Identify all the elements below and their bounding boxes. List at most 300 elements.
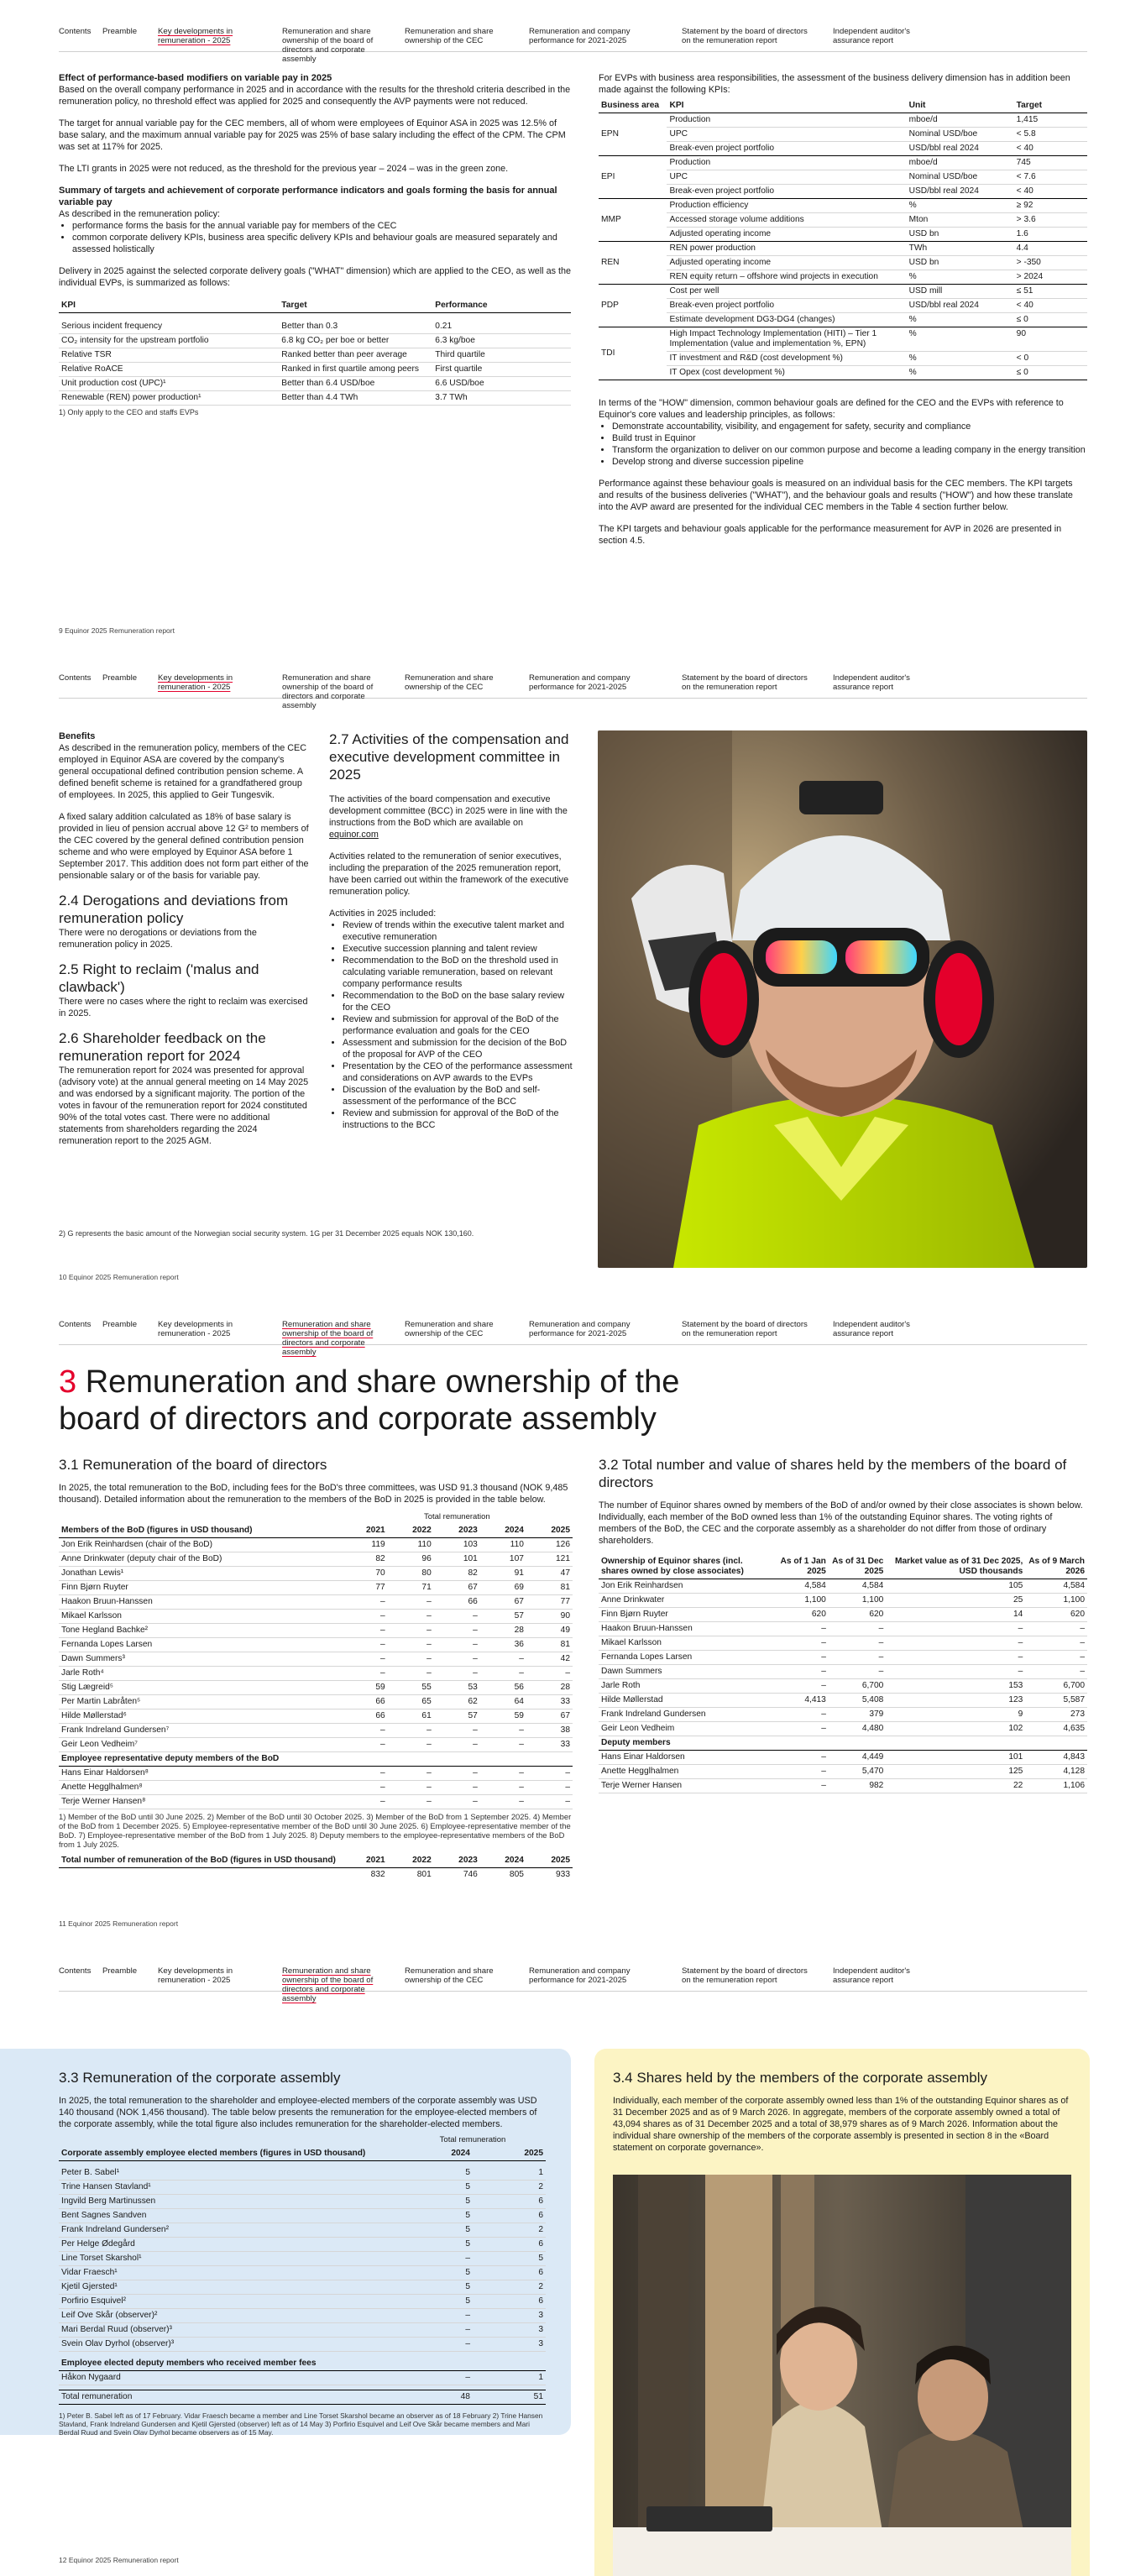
cell-value: 110 (480, 1538, 526, 1552)
cell-value: 38 (526, 1724, 573, 1738)
list-item: • Assessment and submission for the decision of the BoD of the proposal for AVP of the CEO (343, 1037, 573, 1060)
table-row (59, 1667, 573, 1681)
table-row (59, 1581, 573, 1595)
bod-footnote: 1) Member of the BoD until 30 June 2025. 2) Member of the BoD until 30 October 2025. 3) Member of the BoD from 1 September 2025. 4) Member of the BoD from 1 December 2025. 5) Employee-representative member of the BoD until 30 June 2025. 6) Employee-representative member of the BoD. 7) Employee-representative member of the BoD from 1 July 2025. 8) Deputy members to the employee-representative members of the BoD from 1 July 2025. (59, 1812, 572, 1849)
cell-value: 6,700 (1025, 1679, 1087, 1694)
nav-remuneration-cec[interactable]: Remuneration and share ownership of the CEC (405, 1320, 494, 1338)
cell-value: – (480, 1652, 526, 1667)
cell-value: 5 (400, 2294, 473, 2308)
table-row (599, 1636, 1087, 1651)
cell-value: – (526, 1667, 573, 1681)
chapter-number: 3 (59, 1364, 77, 1400)
table-row (599, 113, 1087, 128)
total-value: 746 (463, 1870, 478, 1879)
row-label: Leif Ove Skår (observer)² (59, 2308, 400, 2322)
cell-value: < 40 (1014, 185, 1087, 199)
cell-value: 82 (342, 1552, 388, 1567)
ba-kpi-header: KPI (667, 99, 906, 113)
cell-value: 5 (400, 2180, 473, 2194)
cell-value: USD bn (907, 228, 1014, 242)
nav-remuneration-bod[interactable]: Remuneration and share ownership of the board of directors and corporate assembly (282, 1966, 374, 2003)
row-label: Tone Hegland Bachke² (59, 1624, 342, 1638)
page-10 (0, 647, 1146, 1293)
cell-value: USD bn (907, 256, 1014, 270)
total-remuneration-label: Total remuneration (439, 2135, 506, 2144)
nav-preamble[interactable]: Preamble (102, 1320, 138, 1329)
left-column (59, 72, 571, 417)
corporate-assembly-table (59, 2134, 546, 2405)
table-row (59, 2208, 546, 2223)
cell-value: – (1025, 1651, 1087, 1665)
row-label: Hans Einar Haldorsen (599, 1751, 775, 1765)
cell-value: > -350 (1014, 256, 1087, 270)
para-3-1: In 2025, the total remuneration to the BoD, including fees for the BoD's three committees, was USD 91.3 thousand (NOK 9,485 thousand). Detailed information about the remuneration to the members of the BoD in 2025 is provided in the table below. (59, 1483, 568, 1505)
cell-value: – (400, 2251, 473, 2265)
cell-value: 1,100 (1025, 1594, 1087, 1608)
cell-value: 6 (473, 2237, 546, 2251)
cell-value: 4,584 (775, 1579, 829, 1594)
page-footer: 10 Equinor 2025 Remuneration report (59, 1273, 179, 1281)
row-label: Trine Hansen Stavland¹ (59, 2180, 400, 2194)
heading-3-1: 3.1 Remuneration of the board of directors (59, 1457, 327, 1473)
cell-value: 1,415 (1014, 113, 1087, 128)
row-label: Mikael Karlsson (599, 1636, 775, 1651)
cell-value: – (886, 1651, 1025, 1665)
cell-value: – (342, 1667, 388, 1681)
table-row (599, 199, 1087, 213)
row-label: Svein Olav Dyrhol (observer)³ (59, 2337, 400, 2351)
cell-value: 6.3 kg/boe (432, 333, 571, 348)
cell-value: 2 (473, 2280, 546, 2294)
cell-value: – (1025, 1665, 1087, 1679)
cell-value: 4.4 (1014, 242, 1087, 256)
business-area-label: EPN (599, 113, 667, 156)
business-area-label: PDP (599, 285, 667, 327)
para-2-7b: Activities related to the remuneration of senior executives, including the preparation of the 2025 remuneration report, have been carried out within the framework of the executive remuneration policy. (329, 851, 569, 897)
table-row (599, 185, 1087, 199)
table-row (599, 327, 1087, 352)
row-label: Jarle Roth⁴ (59, 1667, 342, 1681)
cell-value: Nominal USD/boe (907, 128, 1014, 142)
cell-value: – (342, 1638, 388, 1652)
bod-total-table (59, 1854, 573, 1882)
table-row (59, 348, 571, 362)
table-row (599, 1651, 1087, 1665)
kpi-label: UPC (667, 128, 906, 142)
total-remuneration-label: Total remuneration (423, 1512, 490, 1521)
cell-value: % (907, 270, 1014, 285)
para-3-2: The number of Equinor shares owned by members of the BoD of and/or owned by their close associates is shown below. Individually, each member of the BoD owned less than 1% of the outstanding Equinor shares. The voting rights of members of the BoD, the CEC and the corporate assembly as a shareholder do not differ from those of ordinary shareholders. (599, 1500, 1083, 1546)
deputy-members-header: Employee elected deputy members who received member fees (59, 2351, 546, 2370)
cell-value: 101 (434, 1552, 480, 1567)
cell-value: 4,584 (829, 1579, 886, 1594)
table-row (59, 1781, 573, 1795)
row-label: Jon Erik Reinhardsen (chair of the BoD) (59, 1538, 342, 1552)
how-bullets (599, 421, 1087, 468)
cell-value: – (388, 1767, 434, 1781)
cell-value: – (388, 1738, 434, 1752)
nav-remuneration-bod[interactable]: Remuneration and share ownership of the board of directors and corporate assembly (282, 27, 374, 64)
list-item: • Recommendation to the BoD on the threshold used in calculating variable remuneration, based on relevant company performance results (343, 955, 573, 990)
kpi-table (59, 299, 571, 406)
cell-value: 57 (434, 1709, 480, 1724)
table-row (599, 366, 1087, 380)
cell-value: – (775, 1779, 829, 1793)
table-row (59, 1681, 573, 1695)
row-label: Haakon Bruun-Hanssen (599, 1622, 775, 1636)
nav-contents[interactable]: Contents (59, 1320, 92, 1329)
nav-board-statement[interactable]: Statement by the board of directors on the remuneration report (682, 1320, 808, 1338)
left-column (59, 1456, 573, 1882)
cell-value: 5 (400, 2265, 473, 2280)
kpi-label: Break-even project portfolio (667, 299, 906, 313)
table-row (599, 1765, 1087, 1779)
cell-value: 33 (526, 1695, 573, 1709)
cell-value: 33 (526, 1738, 573, 1752)
table-row (59, 2237, 546, 2251)
cell-value: 66 (434, 1595, 480, 1610)
total-value: 832 (370, 1870, 385, 1879)
cell-value: 103 (434, 1538, 480, 1552)
nav-auditor-report[interactable]: Independent auditor's assurance report (833, 1966, 910, 1985)
heading-summary: Summary of targets and achievement of corporate performance indicators and goals forming the basis for annual variable pay (59, 186, 557, 207)
middle-column (329, 730, 573, 1131)
footnote-g: 2) G represents the basic amount of the Norwegian social security system. 1G per 31 December 2025 equals NOK 130,160. (59, 1229, 474, 1238)
table-row (59, 2322, 546, 2337)
cell-value: 125 (886, 1765, 1025, 1779)
cell-value: 379 (829, 1708, 886, 1722)
cell-value: 55 (388, 1681, 434, 1695)
para-2-4: There were no derogations or deviations from the remuneration policy in 2025. (59, 928, 257, 950)
cell-value: 61 (388, 1709, 434, 1724)
table-row (599, 228, 1087, 242)
heading-2-7: 2.7 Activities of the compensation and executive development committee in 2025 (329, 731, 569, 783)
cell-value: 59 (480, 1709, 526, 1724)
cell-value: – (400, 2322, 473, 2337)
cell-value: 66 (342, 1695, 388, 1709)
activities-list (329, 919, 573, 1131)
cell-value: 2 (473, 2223, 546, 2237)
target-header: Target (279, 299, 432, 313)
cell-value: – (775, 1622, 829, 1636)
cell-value: 4,413 (775, 1694, 829, 1708)
nav-auditor-report[interactable]: Independent auditor's assurance report (833, 673, 910, 692)
row-label: Anne Drinkwater (599, 1594, 775, 1608)
kpi-label: UPC (667, 170, 906, 185)
nav-remuneration-bod[interactable]: Remuneration and share ownership of the board of directors and corporate assembly (282, 673, 374, 710)
row-label: Mikael Karlsson (59, 1610, 342, 1624)
performance-header: Performance (432, 299, 571, 313)
cell-value: 6.6 USD/boe (432, 376, 571, 390)
cell-value: ≤ 0 (1014, 313, 1087, 327)
table-row (59, 2337, 546, 2351)
nav-remuneration-cec[interactable]: Remuneration and share ownership of the CEC (405, 673, 494, 692)
right-column (599, 72, 1087, 547)
cell-value: 119 (342, 1538, 388, 1552)
cell-value: 110 (388, 1538, 434, 1552)
kpi-label: Cost per well (667, 285, 906, 299)
table-row (59, 2294, 546, 2308)
cell-value: 105 (886, 1579, 1025, 1594)
table-row (599, 256, 1087, 270)
shares-panel (594, 2049, 1090, 2576)
march-header: As of 9 March 2026 (1025, 1555, 1087, 1579)
cell-value: Ranked in first quartile among peers (279, 362, 432, 376)
cell-value: 1 (473, 2370, 546, 2385)
cell-value: 57 (480, 1610, 526, 1624)
cell-value: – (342, 1738, 388, 1752)
row-label: Dawn Summers³ (59, 1652, 342, 1667)
cell-value: mboe/d (907, 113, 1014, 128)
table-row (599, 242, 1087, 256)
row-label: Hilde Møllerstad (599, 1694, 775, 1708)
cell-value: > 3.6 (1014, 213, 1087, 228)
cell-value: ≤ 0 (1014, 366, 1087, 380)
total-value: 51 (473, 2390, 546, 2404)
ca-members-header: Corporate assembly employee elected members (figures in USD thousand) (59, 2147, 400, 2161)
nav-remuneration-cec[interactable]: Remuneration and share ownership of the CEC (405, 1966, 494, 1985)
heading-3-3: 3.3 Remuneration of the corporate assembly (59, 2070, 341, 2086)
cell-value: 5 (473, 2251, 546, 2265)
cell-value: – (388, 1795, 434, 1809)
heading-benefits: Benefits (59, 731, 96, 741)
kpi-label: Break-even project portfolio (667, 142, 906, 156)
table-row (599, 1722, 1087, 1736)
row-label: Geir Leon Vedheim⁷ (59, 1738, 342, 1752)
table-row (59, 1567, 573, 1581)
list-item: • Develop strong and diverse succession pipeline (612, 456, 1087, 468)
cell-value: 101 (886, 1751, 1025, 1765)
cell-value: – (388, 1724, 434, 1738)
cell-value: – (400, 2337, 473, 2351)
nav-contents[interactable]: Contents (59, 27, 92, 36)
cell-value: ≥ 92 (1014, 199, 1087, 213)
cell-value: – (775, 1651, 829, 1665)
row-label: Jarle Roth (599, 1679, 775, 1694)
nav-company-performance[interactable]: Remuneration and company performance for 2021-2025 (529, 1320, 631, 1338)
cell-value: 28 (480, 1624, 526, 1638)
kpi-label: Production efficiency (667, 199, 906, 213)
page-footer: 11 Equinor 2025 Remuneration report (59, 1919, 179, 1928)
nav-company-performance[interactable]: Remuneration and company performance for 2021-2025 (529, 1966, 631, 1985)
cell-value: TWh (907, 242, 1014, 256)
row-label: Finn Bjørn Ruyter (599, 1608, 775, 1622)
table-row (599, 1694, 1087, 1708)
dec-header: As of 31 Dec 2025 (829, 1555, 886, 1579)
cell-value: 5 (400, 2166, 473, 2181)
para-3-3: In 2025, the total remuneration to the shareholder and employee-elected members of the corporate assembly was USD 140 thousand (NOK 1,456 thousand). The table below presents the remuneration for the employee-elected members of the corporate assembly, while the total figure also includes remuneration for the shareholder-elected members. (59, 2096, 537, 2129)
table-row (59, 333, 571, 348)
heading-2-4: 2.4 Derogations and deviations from remuneration policy (59, 893, 289, 926)
cell-value: – (342, 1624, 388, 1638)
year-header: 2025 (473, 2147, 546, 2161)
row-label: CO₂ intensity for the upstream portfolio (59, 333, 279, 348)
table-row (59, 2251, 546, 2265)
nav-key-developments[interactable]: Key developments in remuneration - 2025 (158, 1966, 233, 1985)
nav-key-developments[interactable]: Key developments in remuneration - 2025 (158, 1320, 233, 1338)
cell-value: 25 (886, 1594, 1025, 1608)
nav-remuneration-bod[interactable]: Remuneration and share ownership of the board of directors and corporate assembly (282, 1320, 374, 1357)
worker-photo (598, 730, 1087, 1268)
cell-value: – (434, 1652, 480, 1667)
row-label: Line Torset Skarshol¹ (59, 2251, 400, 2265)
cell-value: 14 (886, 1608, 1025, 1622)
cell-value: 62 (434, 1695, 480, 1709)
list-item: • Demonstrate accountability, visibility, and engagement for safety, security and compliance (612, 421, 1087, 432)
row-label: Relative RoACE (59, 362, 279, 376)
table-row (599, 213, 1087, 228)
cell-value: % (907, 313, 1014, 327)
nav-contents[interactable]: Contents (59, 1966, 92, 1976)
cell-value: – (434, 1767, 480, 1781)
nav-board-statement[interactable]: Statement by the board of directors on the remuneration report (682, 673, 808, 692)
cell-value: % (907, 366, 1014, 380)
cell-value: – (388, 1595, 434, 1610)
table-row (599, 170, 1087, 185)
business-area-label: MMP (599, 199, 667, 242)
nav-preamble[interactable]: Preamble (102, 1966, 138, 1976)
cell-value: 121 (526, 1552, 573, 1567)
cell-value: – (388, 1667, 434, 1681)
cell-value: 47 (526, 1567, 573, 1581)
row-label: Serious incident frequency (59, 320, 279, 334)
cell-value: – (775, 1679, 829, 1694)
cell-value: – (434, 1667, 480, 1681)
nav-company-performance[interactable]: Remuneration and company performance for 2021-2025 (529, 673, 631, 692)
nav-contents[interactable]: Contents (59, 673, 92, 683)
cell-value: < 5.8 (1014, 128, 1087, 142)
cell-value: – (434, 1638, 480, 1652)
list-item: • Review of trends within the executive talent market and executive remuneration (343, 919, 573, 943)
table-row (599, 1708, 1087, 1722)
page-footer: 12 Equinor 2025 Remuneration report (59, 2556, 179, 2564)
table-row (59, 2265, 546, 2280)
cell-value: 102 (886, 1722, 1025, 1736)
cell-value: 28 (526, 1681, 573, 1695)
nav-company-performance[interactable]: Remuneration and company performance for 2021-2025 (529, 27, 631, 45)
equinor-link[interactable]: equinor.com (329, 830, 379, 840)
cell-value: – (342, 1795, 388, 1809)
cell-value: < 40 (1014, 142, 1087, 156)
table-row (599, 1579, 1087, 1594)
row-label: Terje Werner Hansen (599, 1779, 775, 1793)
row-label: Fernanda Lopes Larsen (599, 1651, 775, 1665)
cell-value: 123 (886, 1694, 1025, 1708)
nav-auditor-report[interactable]: Independent auditor's assurance report (833, 27, 910, 45)
para-kpi-2026: The KPI targets and behaviour goals applicable for the performance measurement for AVP in 2026 are presented in section 4.5. (599, 524, 1062, 546)
cell-value: USD mill (907, 285, 1014, 299)
cell-value: 6,700 (829, 1679, 886, 1694)
cell-value: 67 (480, 1595, 526, 1610)
business-area-label: EPI (599, 156, 667, 199)
cell-value: – (342, 1767, 388, 1781)
cell-value: 42 (526, 1652, 573, 1667)
cell-value: > 2024 (1014, 270, 1087, 285)
cell-value: – (434, 1610, 480, 1624)
cell-value: 5 (400, 2208, 473, 2223)
cell-value: 6 (473, 2194, 546, 2208)
cell-value: – (775, 1751, 829, 1765)
year-header: 2022 (388, 1524, 434, 1538)
list-item: • Presentation by the CEO of the performance assessment and considerations on AVP awards to the EVPs (343, 1060, 573, 1084)
row-label: Unit production cost (UPC)¹ (59, 376, 279, 390)
kpi-label: IT investment and R&D (cost development %) (667, 352, 906, 366)
nav-board-statement[interactable]: Statement by the board of directors on the remuneration report (682, 1966, 808, 1985)
cell-value: 5 (400, 2194, 473, 2208)
cell-value: – (342, 1595, 388, 1610)
list-item: • performance forms the basis for the annual variable pay for members of the CEC (72, 220, 571, 232)
nav-board-statement[interactable]: Statement by the board of directors on the remuneration report (682, 27, 808, 45)
table-row (59, 1767, 573, 1781)
para-described: As described in the remuneration policy: (59, 209, 221, 219)
cell-value: 82 (434, 1567, 480, 1581)
table-row (59, 1610, 573, 1624)
cell-value: 5 (400, 2223, 473, 2237)
table-row (599, 1594, 1087, 1608)
meeting-photo (613, 2175, 1071, 2576)
kpi-footnote: 1) Only apply to the CEO and staffs EVPs (59, 407, 199, 416)
kpi-header: KPI (59, 299, 279, 313)
page-footer: 9 Equinor 2025 Remuneration report (59, 626, 175, 635)
cell-value: 2 (473, 2180, 546, 2194)
cell-value: – (400, 2370, 473, 2385)
table-row (599, 1665, 1087, 1679)
cell-value: 65 (388, 1695, 434, 1709)
row-label: Finn Bjørn Ruyter (59, 1581, 342, 1595)
nav-key-developments[interactable]: Key developments in remuneration - 2025 (158, 673, 233, 692)
ba-target-header: Target (1014, 99, 1087, 113)
cell-value: – (480, 1781, 526, 1795)
cell-value: 81 (526, 1581, 573, 1595)
cell-value: – (400, 2308, 473, 2322)
row-label: Per Martin Labråten⁵ (59, 1695, 342, 1709)
table-row (599, 142, 1087, 156)
bod-shares-table (599, 1555, 1087, 1793)
para-performance: Performance against these behaviour goals is measured on an individual basis for the CEC members. The KPI targets and results of the business deliveries ("WHAT"), and the behaviour goals and results ("HOW") and how these translate into the AVP award are presented for the individual CEC members in the Table 4 section further below. (599, 479, 1073, 512)
nav-remuneration-cec[interactable]: Remuneration and share ownership of the CEC (405, 27, 494, 45)
summary-bullets (59, 220, 571, 255)
row-label: Kjetil Gjersted¹ (59, 2280, 400, 2294)
nav-preamble[interactable]: Preamble (102, 27, 138, 36)
table-row (59, 1595, 573, 1610)
nav-auditor-report[interactable]: Independent auditor's assurance report (833, 1320, 910, 1338)
nav-preamble[interactable]: Preamble (102, 673, 138, 683)
kpi-label: REN power production (667, 242, 906, 256)
cell-value: – (480, 1667, 526, 1681)
total-header: Total number of remuneration of the BoD (figures in USD thousand) (59, 1854, 342, 1868)
cell-value: 90 (1014, 327, 1087, 352)
row-label: Anette Hegglhalmen (599, 1765, 775, 1779)
table-row (59, 1624, 573, 1638)
cell-value: 36 (480, 1638, 526, 1652)
cell-value: Better than 6.4 USD/boe (279, 376, 432, 390)
cell-value: 67 (526, 1709, 573, 1724)
cell-value: 620 (829, 1608, 886, 1622)
cell-value: 77 (342, 1581, 388, 1595)
cell-value: – (480, 1724, 526, 1738)
row-label: Anne Drinkwater (deputy chair of the BoD) (59, 1552, 342, 1567)
cell-value: 9 (886, 1708, 1025, 1722)
nav-key-developments[interactable]: Key developments in remuneration - 2025 (158, 27, 233, 45)
cell-value: USD/bbl real 2024 (907, 299, 1014, 313)
photo-worker-with-ar-headset (598, 730, 1087, 1268)
cell-value: 0.21 (432, 320, 571, 334)
table-row (599, 1779, 1087, 1793)
kpi-label: Break-even project portfolio (667, 185, 906, 199)
table-row (59, 1724, 573, 1738)
cell-value: 56 (480, 1681, 526, 1695)
total-value: 48 (400, 2390, 473, 2404)
